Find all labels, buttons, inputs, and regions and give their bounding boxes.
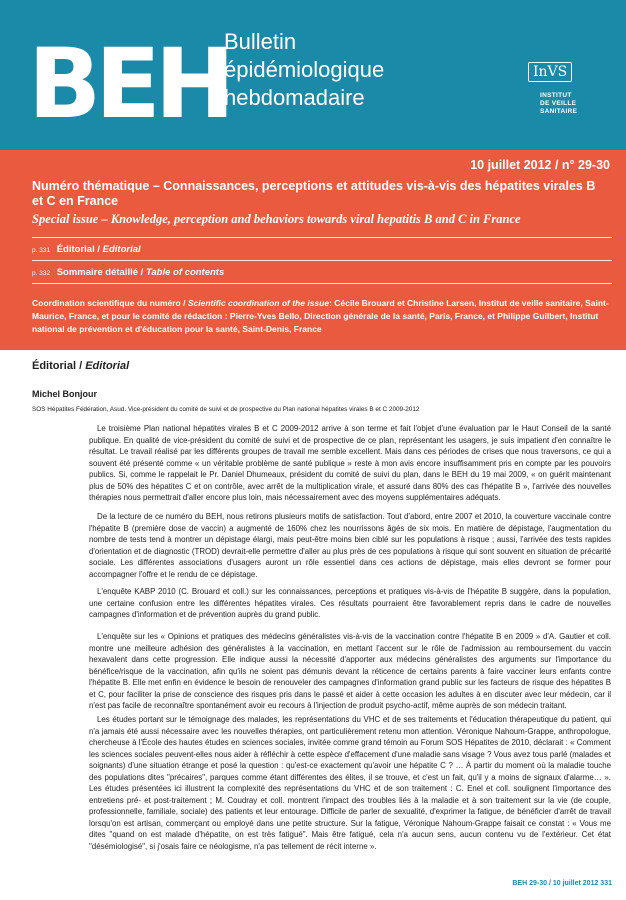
invs-text <box>540 92 598 116</box>
invs-line2: DE VEILLE SANITAIRE <box>540 100 578 115</box>
beh-logo: BEH <box>28 28 230 140</box>
journal-title <box>224 28 384 112</box>
divider <box>32 237 612 238</box>
invs-logo <box>528 62 598 115</box>
divider <box>32 260 612 261</box>
journal-title-line1: Bulletin <box>224 29 297 54</box>
toc-label-fr: Éditorial <box>56 244 95 255</box>
coord-label-en: Scientific coordination of the issue <box>187 298 330 308</box>
journal-title-line2: épidémiologique <box>224 57 385 82</box>
toc-item-contents[interactable]: p. 332 Sommaire détaillé / Table of contents <box>32 267 225 278</box>
journal-title-line3: hebdomadaire <box>224 85 365 110</box>
invs-badge: InVS <box>528 62 572 82</box>
invs-line1: INSTITUT <box>540 92 572 99</box>
paragraph-3: L'enquête KABP 2010 (C. Brouard et coll.) sur les connaissances, perceptions et pratiques vis-à-vis de l'hépatite B suggère, dans la population, une certaine confusion entre les différentes hépatites virales. Ces résultats pourraient être favorablement repris dans le cadre de nouvelles campagnes d'information et de prévention auprès du grand public. <box>89 587 611 619</box>
issue-band <box>0 150 626 350</box>
editorial-heading-en: Editorial <box>85 360 130 372</box>
paragraph-1: Le troisième Plan national hépatites virales B et C 2009-2012 arrive à son terme et fait l'objet d'une évaluation par le Haut Conseil de la santé publique. En qualité de vice-président du comité de suivi et de prospective de ce plan, représentant les usagers, je suis impatient d'en connaître le résultat. Le travail réalisé par les différents groupes de travail me semble excellent. Mais dans ces périodes de crises que nous traversons, ce qui a souvent été présenté comme « un véritable problème de santé publique » reste à mon avis encore insuffisamment pris en compte par les pouvoirs publics. Si, comme le rappelait le Pr. Daniel Dhumeaux, président du comité de suivi du plan, dans le BEH du 19 mai 2009, « on guérit maintenant plus de 50% des hépatites C et on contrôle, avec arrêt de la multiplication virale, et assuré dans 80% des cas l'hépatite B », l'arrivée des nouvelles thérapies nous permettrait d'aller encore plus loin, mais nécessairement avec des moyens supplémentaires adéquats. <box>89 424 611 502</box>
editorial-heading-fr: Éditorial <box>32 360 77 372</box>
editorial-heading: Éditorial / Editorial <box>32 360 130 372</box>
toc-label-fr: Sommaire détaillé <box>56 267 139 278</box>
paragraph-5: Les études portant sur le témoignage des malades, les représentations du VHC et de ses traitements et l'éducation thérapeutique du patient, qui n'a jamais été aussi nécessaire avec les nouvelles thérapies, ont particulièrement retenu mon attention. Véronique Nahoum-Grappe, anthropologue, chercheuse à l'École des hautes études en sciences sociales, invitée comme grand témoin au Forum SOS Hépatites de 2010, déclarait : « Comment les sciences sociales peuvent-elles nous aider à réfléchir à cette espèce d'effacement d'une maladie sans visage ? Vous avez tous parlé (malades et soignants) d'une situation étrange et posé la question : qu'est-ce exactement qu'avoir une hépatite C ? … À partir du moment où la maladie touche des populations dites "précaires", parques comme étant différentes des élites, il se trouve, et c'est un fait, qu'il y a moins de signaux d'alarme… ». Les études présentées ici illustrent la complexité des représentations du VHC et de son traitement : C. Enel et coll. soulignent l'importance des entretiens pré- et post-traitement ; M. Coudray et coll. montrent l'impact des troubles liés à la maladie et à son traitement sur la vie (de couple, professionnelle, familiale, sociale) des patients et leur entourage. Difficile de parler de sexualité, d'exprimer la fatigue, de bénéficier d'arrêt de travail lorsqu'on est artisan, commerçant ou employé dans une petite structure. Sur la fatigue, Véronique Nahoum-Grappe faisait ce constat : « Vous me dites "quand on est malade d'hépatite, on est très fatigué". Mais être fatigué, cela n'a aucun sens, aucun contenu vu de l'extérieur. Cet état "désémiologisé", si j'osais faire ce néologisme, n'a pas tellement de récit interne ». <box>89 715 611 851</box>
toc-label-en: Editorial <box>102 244 141 255</box>
divider <box>32 283 612 284</box>
masthead <box>0 0 626 150</box>
toc-page: p. 331 <box>32 247 51 254</box>
thematic-title-en: Special issue – Knowledge, perception and behaviors towards viral hepatitis B and C in France <box>32 212 521 226</box>
issue-date: 10 juillet 2012 / n° 29-30 <box>470 158 610 172</box>
toc-label-en: Table of contents <box>145 267 225 278</box>
coord-text: : Cécile Brouard et Christine Larsen, Institut de veille sanitaire, Saint-Maurice, France, et pour le comité de rédaction : Pierre-Yves Bello, Direction générale de la santé, Paris, France, et Philippe Guilbert, Institut national de prévention et d'éducation pour la santé, Saint-Denis, France <box>32 298 609 334</box>
thematic-title-fr: Numéro thématique – Connaissances, perceptions et attitudes vis-à-vis des hépatites virales B et C en France <box>32 179 596 208</box>
toc-item-editorial[interactable]: p. 331 Éditorial / Editorial <box>32 244 141 255</box>
coord-label-fr: Coordination scientifique du numéro / <box>32 298 186 308</box>
paragraph-2: De la lecture de ce numéro du BEH, nous retirons plusieurs motifs de satisfaction. Tout d'abord, entre 2007 et 2010, la couverture vaccinale contre l'hépatite B (première dose de vaccin) a augmenté de 160% chez les nourrissons âgés de six mois. En matière de dépistage, l'augmentation du nombre de tests tend à montrer un dépistage élargi, mais peut-être moins bien ciblé sur les populations à risque ; aussi, l'arrivée des tests rapides d'orientation et de diagnostic (TROD) devrait-elle permettre d'aller au plus près de ces populations à risque qui sont souvent en situation de précarité sociale. Les différentes associations d'usagers auront un rôle essentiel dans ces actions de dépistage, mais elles devront se former pour accompagner l'offre et le rendu de ce dépistage. <box>89 512 611 579</box>
author-name: Michel Bonjour <box>32 389 97 399</box>
page-footer: BEH 29-30 / 10 juillet 2012 331 <box>512 880 612 887</box>
author-affiliation: SOS Hépatites Fédération, Asud. Vice-président du comité de suivi et de prospective du Plan national hépatites virales B et C 2009-2012 <box>32 406 420 413</box>
toc-page: p. 332 <box>32 270 51 277</box>
paragraph-4: L'enquête sur les « Opinions et pratiques des médecins généralistes vis-à-vis de la vaccination contre l'hépatite B en 2009 » d'A. Gautier et coll. montre une meilleure adhésion des généralistes à la vaccination, en mettant l'accent sur le rôle de l'admission au remboursement du vaccin hexavalent dans cette progression. Elle indique aussi la nécessité d'apporter aux médecins généralistes des arguments sur l'importance du bénéfice/risque de la vaccination, afin qu'ils ne soient pas démunis devant la réticence de certains parents à faire vacciner leurs enfants contre l'hépatite B. Elle met enfin en évidence le besoin de renouveler des campagnes d'information grand public sur les facteurs de risque des hépatites B et C, pour faciliter la prise de conscience des risques pris dans le passé et aider à cette occasion les adultes à en discuter avec leur médecin, car il n'est pas facile de reconnaître spontanément avoir eu recours à l'injection de produit psycho-actif, même auprès de son médecin traitant. <box>89 632 611 710</box>
scientific-coordination <box>32 297 612 336</box>
